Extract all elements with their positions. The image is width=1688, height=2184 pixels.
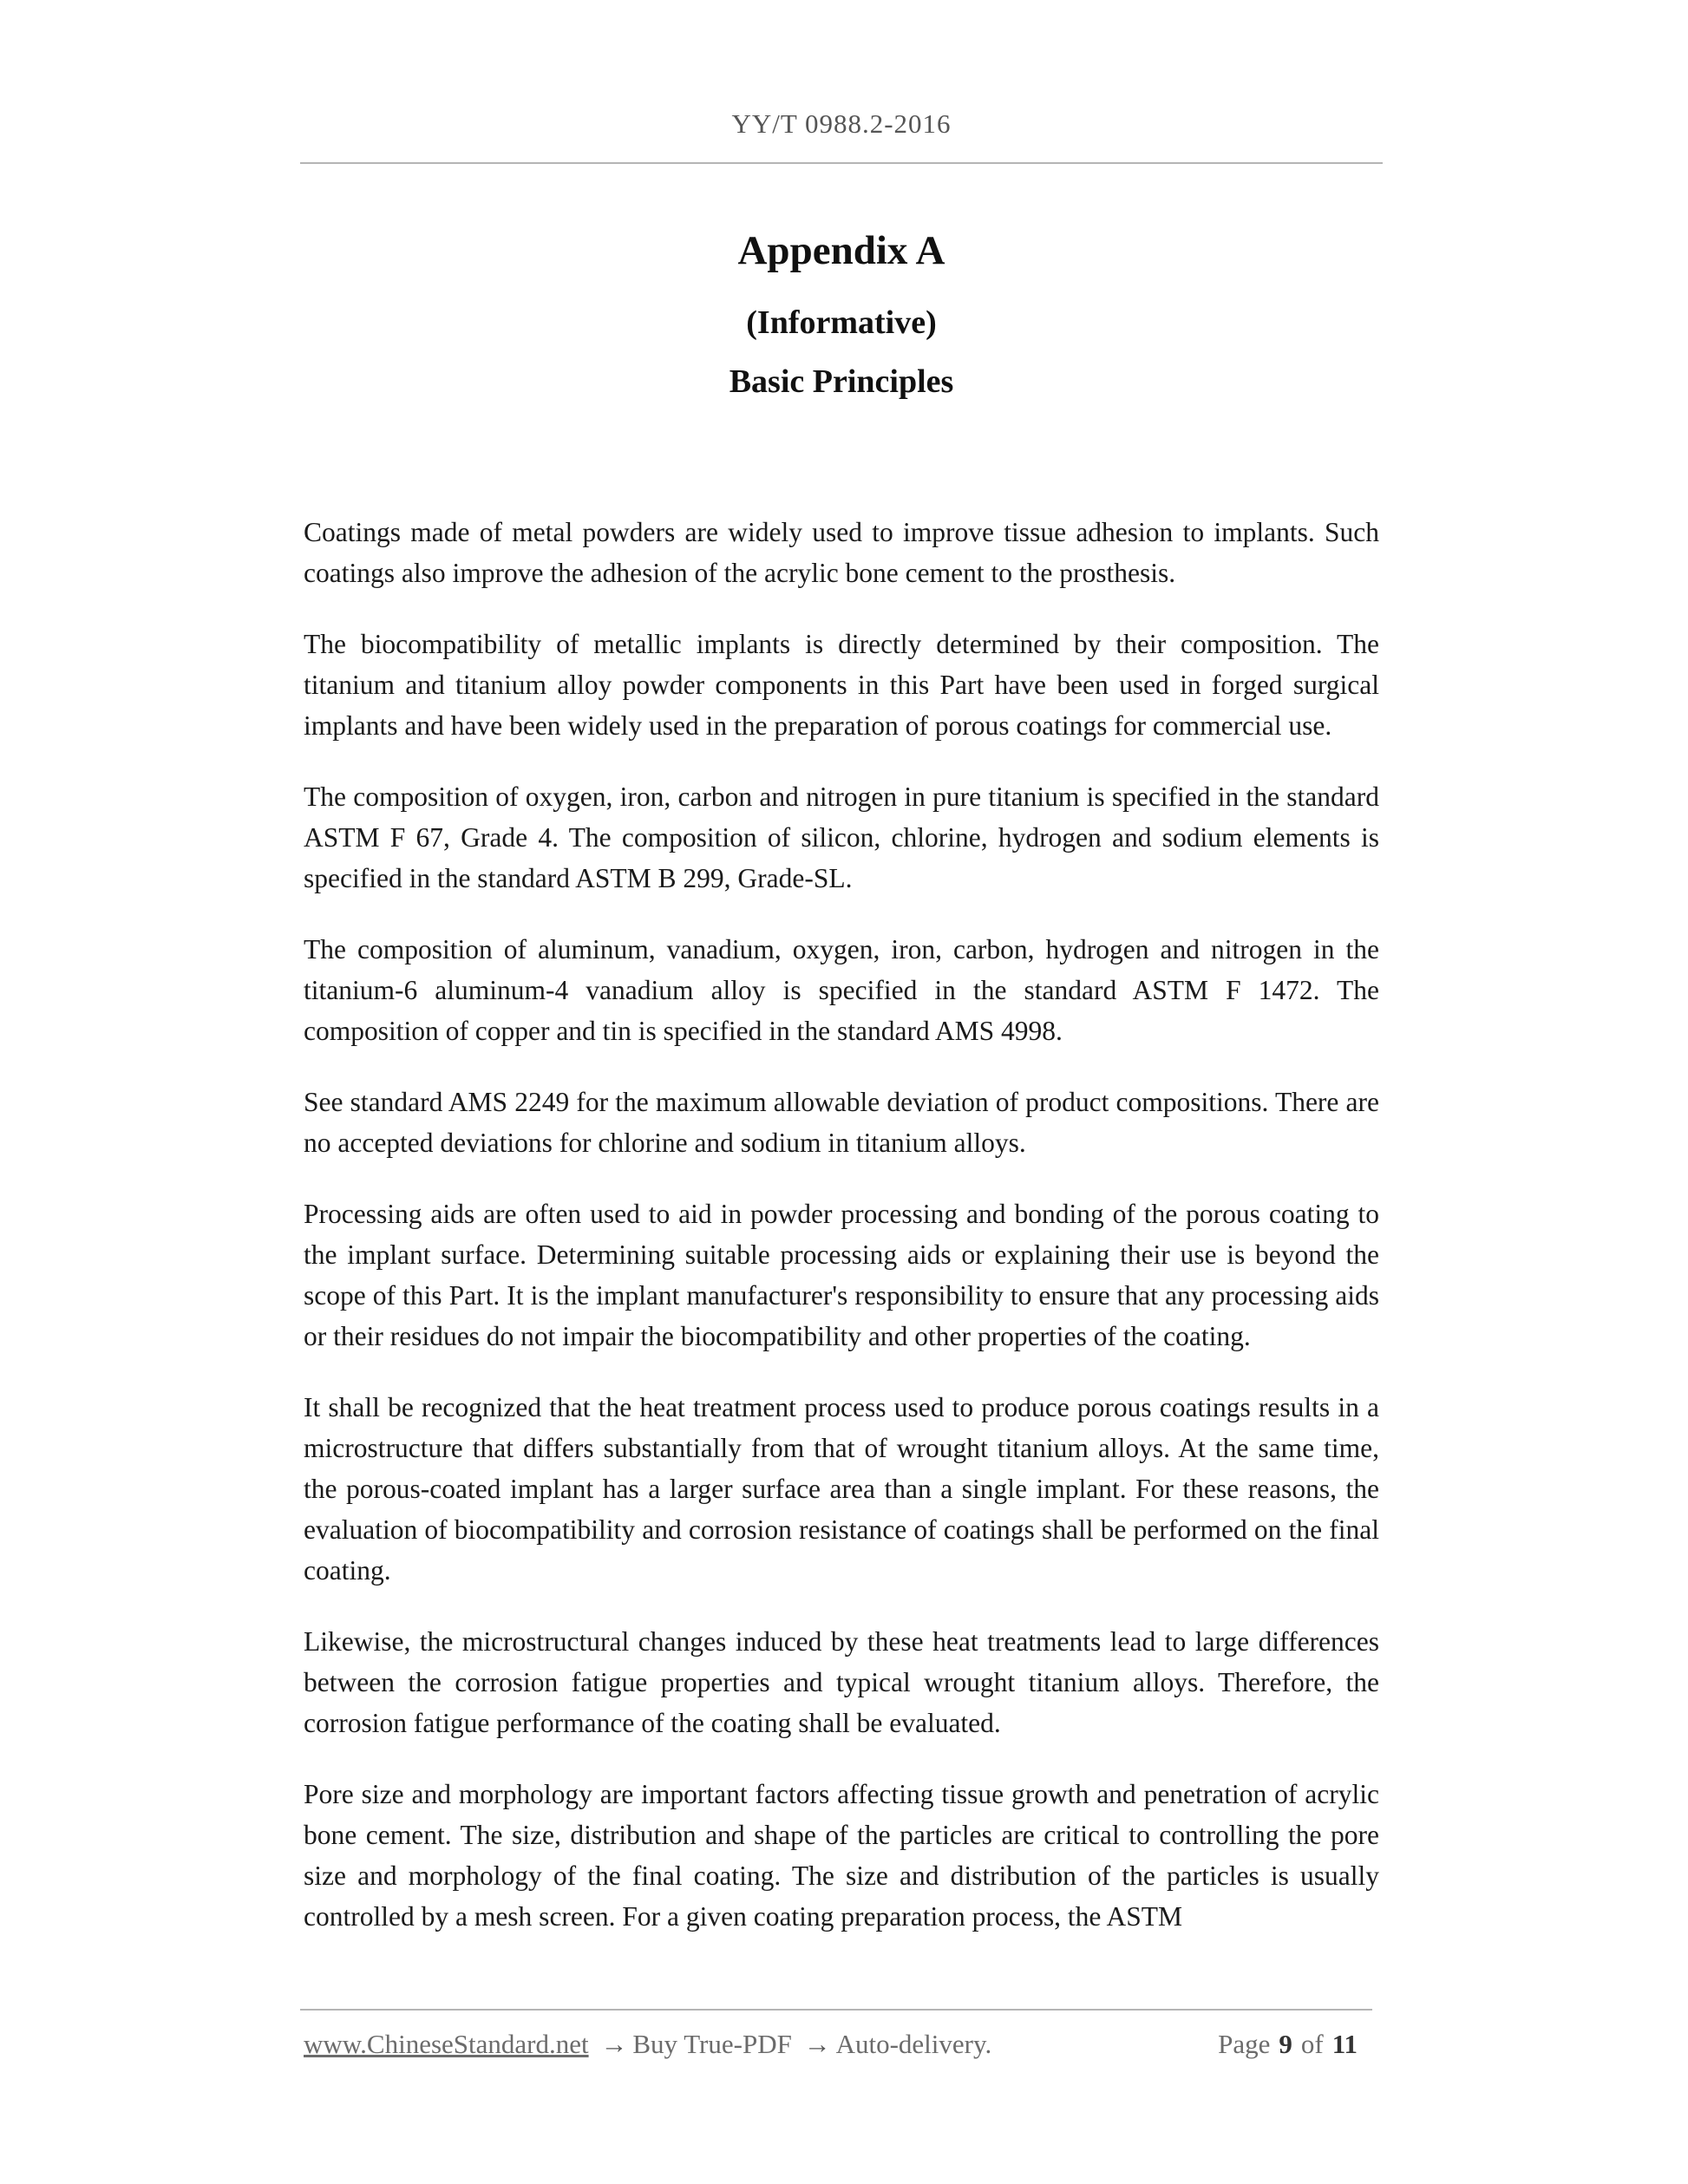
paragraph: It shall be recognized that the heat treatment process used to produce porous coatings results in a microstructure that differs substantially from that of wrought titanium alloys. At the same time, the porous-coated implant has a larger surface area than a single implant. For these reasons, the evaluation of biocompatibility and corrosion resistance of coatings shall be performed on the final coating. [304,1392,1379,1586]
appendix-name: Basic Principles [729,363,954,400]
footer-promo [304,2029,991,2060]
arrow-right-icon: → [803,2029,831,2059]
paragraph: Processing aids are often used to aid in powder processing and bonding of the porous coating to the implant surface. Determining suitable processing aids or explaining their use is beyond the scope of this Part. It is the implant manufacturer's responsibility to ensure that any processing aids or their residues do not impair the biocompatibility and other properties of the coating. [304,1199,1379,1351]
appendix-subtitle: (Informative) [746,304,937,341]
header-divider [300,162,1383,164]
paragraph: Coatings made of metal powders are widely used to improve tissue adhesion to implants. Such coatings also improve the adhesion of the acrylic bone cement to the prosthesis. [304,517,1379,588]
buy-pdf-text: Buy True-PDF [632,2029,792,2059]
standard-id: YY/T 0988.2-2016 [731,108,952,139]
paragraph: Pore size and morphology are important factors affecting tissue growth and penetration of acrylic bone cement. The size, distribution and shape of the particles are critical to controlling the pore size and morphology of the final coating. The size and distribution of the particles is usually controlled by a mesh screen. For a given coating preparation process, the ASTM [304,1779,1379,1932]
paragraph: The composition of oxygen, iron, carbon and nitrogen in pure titanium is specified in the standard ASTM F 67, Grade 4. The composition of silicon, chlorine, hydrogen and sodium elements is specified in the standard ASTM B 299, Grade-SL. [304,781,1379,893]
paragraph: The composition of aluminum, vanadium, oxygen, iron, carbon, hydrogen and nitrogen in the titanium-6 aluminum-4 vanadium alloy is specified in the standard ASTM F 1472. The composition of copper and tin is specified in the standard AMS 4998. [304,934,1379,1046]
arrow-right-icon: → [600,2029,628,2059]
page-label: Page [1218,2029,1271,2059]
paragraph: Likewise, the microstructural changes induced by these heat treatments lead to large differences between the corrosion fatigue properties and typical wrought titanium alloys. Therefore, the corrosion fatigue performance of the coating shall be evaluated. [304,1626,1379,1738]
site-link[interactable]: www.ChineseStandard.net [304,2029,589,2059]
appendix-title: Appendix A [737,228,945,273]
paragraph: The biocompatibility of metallic implants is directly determined by their composition. The titanium and titanium alloy powder components in this Part have been used in forged surgical implants and have been widely used in the preparation of porous coatings for commercial use. [304,629,1379,741]
paragraph: See standard AMS 2249 for the maximum allowable deviation of product compositions. There are no accepted deviations for chlorine and sodium in titanium alloys. [304,1087,1379,1158]
total-pages: 11 [1331,2029,1358,2059]
body-text [304,512,1379,1967]
document-header [300,108,1383,140]
page-indicator [1218,2029,1366,2060]
footer-divider [300,2009,1372,2011]
current-page: 9 [1279,2029,1292,2059]
of-label: of [1300,2029,1324,2059]
auto-delivery-text: Auto-delivery. [835,2029,992,2059]
